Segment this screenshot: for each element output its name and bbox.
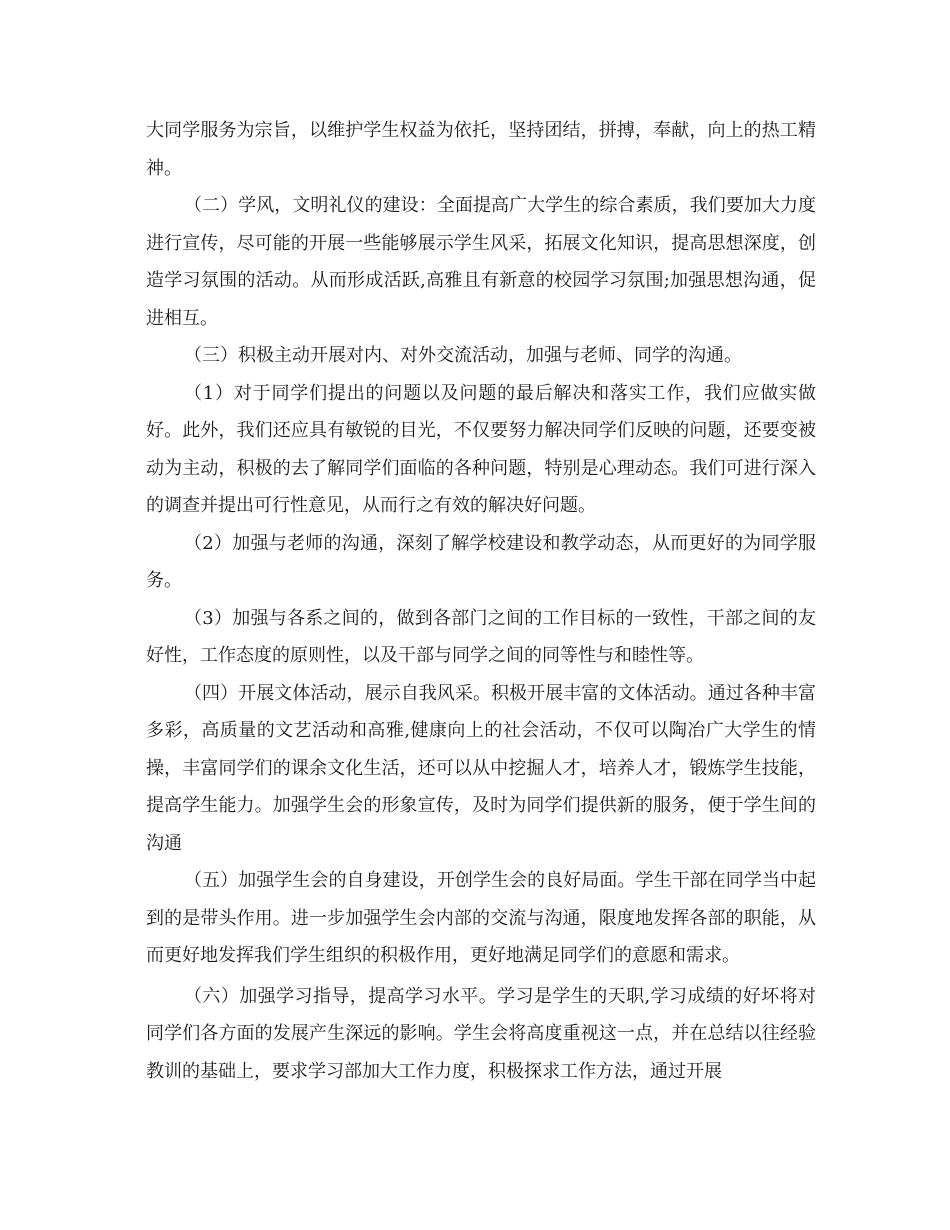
paragraph-section-4: （四）开展文体活动，展示自我风采。积极开展丰富的文体活动。通过各种丰富多彩，高质量的文艺活动和高雅,健康向上的社会活动，不仅可以陶冶广大学生的情操，丰富同学们的课余文化生活，还可以从中挖掘人才，培养人才，锻炼学生技能，提高学生能力。加强学生会的形象宣传，及时为同学们提供新的服务，便于学生间的沟通 xyxy=(146,682,816,854)
paragraph-continuation: 大同学服务为宗旨，以维护学生权益为依托，坚持团结，拼搏，奉献，向上的热工精神。 xyxy=(146,120,816,179)
paragraph-section-6: （六）加强学习指导，提高学习水平。学习是学生的天职,学习成绩的好坏将对同学们各方面的发展产生深远的影响。学生会将高度重视这一点，并在总结以往经验教训的基础上，要求学习部加大工作力度，积极探求工作方法，通过开展 xyxy=(146,985,816,1082)
paragraph-item-3: （3）加强与各系之间的，做到各部门之间的工作目标的一致性，干部之间的友好性，工作态度的原则性，以及干部与同学之间的同等性与和睦性等。 xyxy=(146,607,816,666)
paragraph-item-1: （1）对于同学们提出的问题以及问题的最后解决和落实工作，我们应做实做好。此外，我们还应具有敏锐的目光，不仅要努力解决同学们反映的问题，还要变被动为主动，积极的去了解同学们面临的各种问题，特别是心理动态。我们可进行深入的调查并提出可行性意见，从而行之有效的解决好问题。 xyxy=(146,382,816,516)
document-body xyxy=(146,112,816,1090)
paragraph-item-2: （2）加强与老师的沟通，深刻了解学校建设和教学动态，从而更好的为同学服务。 xyxy=(146,532,816,591)
paragraph-section-2: （二）学风，文明礼仪的建设：全面提高广大学生的综合素质，我们要加大力度进行宣传，尽可能的开展一些能够展示学生风采，拓展文化知识，提高思想深度，创造学习氛围的活动。从而形成活跃,高雅且有新意的校园学习氛围;加强思想沟通，促进相互。 xyxy=(146,195,816,329)
paragraph-section-5: （五）加强学生会的自身建设，开创学生会的良好局面。学生干部在同学当中起到的是带头作用。进一步加强学生会内部的交流与沟通，限度地发挥各部的职能，从而更好地发挥我们学生组织的积极作用，更好地满足同学们的意愿和需求。 xyxy=(146,870,816,966)
paragraph-section-3: （三）积极主动开展对内、对外交流活动，加强与老师、同学的沟通。 xyxy=(184,345,742,366)
